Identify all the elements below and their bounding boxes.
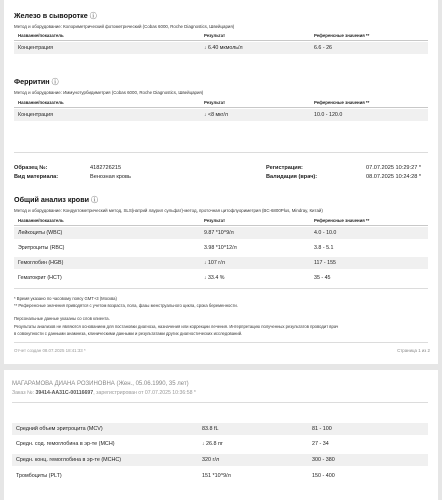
cbc-title-text: Общий анализ крови — [14, 195, 90, 204]
arrow-down-icon: ↓ — [202, 441, 205, 447]
row-ref: 81 - 100 — [312, 426, 332, 432]
arrow-down-icon: ↓ — [204, 112, 207, 118]
row-name: Лейкоциты (WBC) — [18, 230, 63, 236]
row-name: Средний объем эритроцита (MCV) — [16, 426, 103, 432]
material-label: Вид материала: — [14, 174, 59, 180]
divider — [14, 152, 428, 153]
table-row — [12, 470, 428, 482]
patient-header: МАГАРАМОВА ДИАНА РОЗИНОВНА (Жен., 05.06.1990, 35 лет) — [12, 381, 189, 387]
row-result-value: 33.4 % — [207, 275, 225, 281]
row-name: Концентрация — [18, 112, 53, 118]
divider — [14, 342, 428, 343]
row-ref: 150 - 400 — [312, 473, 335, 479]
table-row — [14, 272, 428, 284]
row-ref: 10.0 - 120.0 — [314, 112, 343, 118]
arrow-down-icon: ↓ — [204, 275, 207, 281]
row-result-value: 83.8 fL — [202, 426, 219, 432]
row-ref: 300 - 380 — [312, 457, 335, 463]
iron-method: Метод и оборудование: Колориметрический фотометрический (Cobas 6000, Roche Diagnostics, Швейцария) — [14, 24, 235, 29]
registration-label: Регистрация: — [266, 165, 303, 171]
row-result — [204, 112, 228, 118]
row-result — [204, 260, 225, 266]
registration-value: 07.07.2025 10:29:27 * — [366, 165, 422, 171]
row-result-value: 9.87 *10^9/л — [204, 230, 234, 236]
row-ref: 35 - 45 — [314, 275, 331, 281]
order-label: Заказ №: — [12, 390, 36, 396]
ferritin-section-title — [14, 77, 61, 87]
report-page-2 — [4, 370, 438, 500]
note-disclaimer-1: Результаты анализов не являются основанием для постановки диагноза, назначения или коррекции лечения. Интерпретацию полученных результатов проводит врач — [14, 324, 339, 329]
table-row — [14, 109, 428, 121]
row-result-value: <8 мкг/л — [207, 112, 228, 118]
table-row — [14, 42, 428, 54]
note-timezone: * Время указано по часовому поясу GMT+3 (Москва) — [14, 296, 117, 301]
table-row — [14, 242, 428, 254]
ferritin-table-header — [14, 98, 428, 108]
note-personal-data: Персональные данные указаны со слов клиента. — [14, 316, 110, 321]
row-name: Гемоглобин (HGB) — [18, 260, 64, 266]
iron-table-header — [14, 31, 428, 41]
iron-section-title — [14, 11, 99, 21]
info-icon[interactable]: ⓘ — [51, 79, 59, 86]
col-ref-header: Референсные значения ** — [314, 33, 370, 38]
col-name-header: Название/показатель — [18, 218, 64, 223]
row-name: Средн. сод. гемоглобина в эр-те (MCH) — [16, 441, 115, 447]
col-name-header: Название/показатель — [18, 33, 64, 38]
info-icon[interactable]: ⓘ — [91, 197, 99, 204]
row-result-value: 151 *10^9/л — [202, 473, 231, 479]
row-result — [204, 275, 224, 281]
table-row — [14, 227, 428, 239]
cbc-table-header — [14, 216, 428, 226]
note-reference: ** Референсные значения приводятся с учетом возраста, пола, фазы менструального цикла, срока беременности. — [14, 303, 238, 308]
row-name: Тромбоциты (PLT) — [16, 473, 62, 479]
row-name: Эритроциты (RBC) — [18, 245, 65, 251]
arrow-down-icon: ↓ — [204, 45, 207, 51]
sample-no-label: Образец №: — [14, 165, 48, 171]
material-value: Венозная кровь — [90, 174, 131, 180]
validation-value: 08.07.2025 10:24:28 * — [366, 174, 422, 180]
divider — [14, 288, 428, 289]
row-ref: 3.8 - 5.1 — [314, 245, 334, 251]
cbc-section-title — [14, 195, 100, 205]
col-ref-header: Референсные значения ** — [314, 100, 370, 105]
note-disclaimer-2: в совокупности с данными анамнеза, клиническими данными и результатами других диагностических исследований. — [14, 331, 243, 336]
row-result-value: 26.8 пг — [206, 441, 223, 447]
table-row — [12, 423, 428, 435]
ferritin-method: Метод и оборудование: Иммунотурбидиметрия (Cobas 6000, Roche Diagnostics, Швейцария) — [14, 90, 204, 95]
row-name: Средн. конц. гемоглобина в эр-те (MCHC) — [16, 457, 122, 463]
table-row — [12, 438, 428, 450]
divider — [12, 402, 428, 403]
row-ref: 117 - 155 — [314, 260, 336, 266]
cbc-method: Метод и оборудование: Кондуктометрический метод, SLS(натрий лаурил сульфат)-метод, проточная цитофлуориметрия (BC-6800Plus, Mindray, Китай) — [14, 208, 323, 213]
report-page-1 — [4, 0, 438, 364]
sample-no-value: 4182726215 — [90, 165, 122, 171]
row-result-value: 3.98 *10^12/л — [204, 245, 237, 251]
order-registered: , зарегистрирован от 07.07.2025 10:36:58 * — [93, 390, 196, 396]
row-ref: 4.0 - 10.0 — [314, 230, 337, 236]
order-line — [12, 390, 196, 396]
table-row — [14, 257, 428, 269]
page-number: Страница 1 из 2 — [397, 348, 430, 353]
col-result-header: Результат — [204, 218, 226, 223]
row-result-value: 107 г/л — [207, 260, 225, 266]
ferritin-title-text: Ферритин — [14, 77, 50, 86]
iron-title-text: Железо в сыворотке — [14, 11, 88, 20]
row-result — [204, 45, 243, 51]
table-row — [12, 454, 428, 466]
info-icon[interactable]: ⓘ — [89, 13, 97, 20]
col-result-header: Результат — [204, 100, 226, 105]
col-name-header: Название/показатель — [18, 100, 64, 105]
row-name: Гематокрит (HCT) — [18, 275, 62, 281]
row-result — [202, 441, 223, 447]
order-number: 39414-AA31C-00116697 — [35, 390, 94, 396]
row-ref: 27 - 34 — [312, 441, 329, 447]
row-result-value: 6.40 мкмоль/л — [207, 45, 243, 51]
report-created: Отчет создан 08.07.2025 18:41:33 * — [14, 348, 86, 353]
arrow-down-icon: ↓ — [204, 260, 207, 266]
row-name: Концентрация — [18, 45, 53, 51]
col-ref-header: Референсные значения ** — [314, 218, 370, 223]
row-ref: 6.6 - 26 — [314, 45, 332, 51]
col-result-header: Результат — [204, 33, 226, 38]
row-result-value: 320 г/л — [202, 457, 220, 463]
validation-label: Валидация (врач): — [266, 174, 318, 180]
